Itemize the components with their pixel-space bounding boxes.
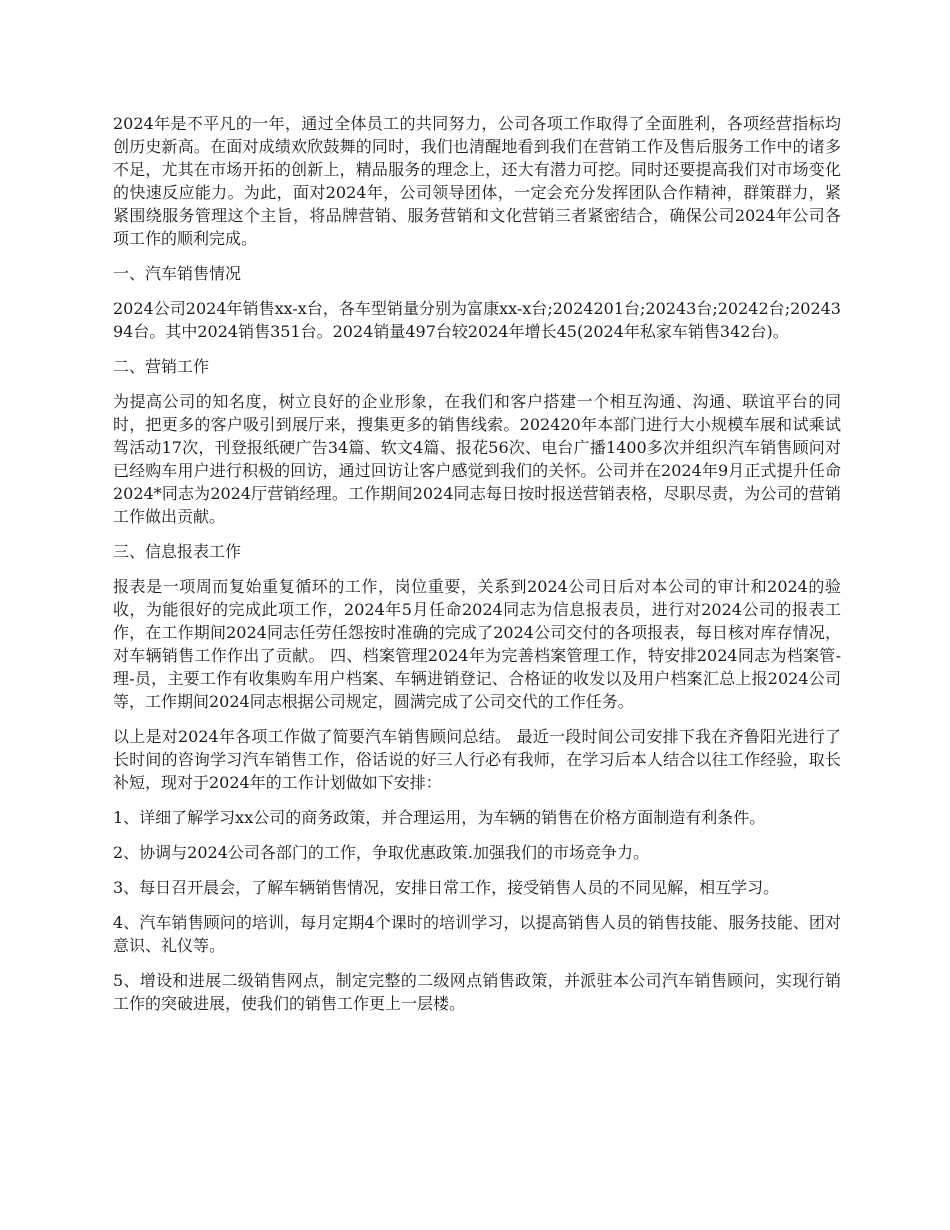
summary-paragraph: 以上是对2024年各项工作做了简要汽车销售顾问总结。 最近一段时间公司安排下我在齐鲁阳光进行了长时间的咨询学习汽车销售工作，俗话说的好三人行必有我师，在学习后本人结合以往工作经验，取长补短，现对于2024年的工作计划做如下安排：: [113, 727, 841, 792]
plan-item: 5、增设和进展二级销售网点，制定完整的二级网点销售政策，并派驻本公司汽车销售顾问，实现行销工作的突破进展，使我们的销售工作更上一层楼。: [113, 971, 841, 1013]
plan-item: 3、每日召开晨会，了解车辆销售情况，安排日常工作，接受销售人员的不同见解，相互学习。: [113, 878, 780, 897]
plan-item: 1、详细了解学习xx公司的商务政策，并合理运用，为车辆的销售在价格方面制造有利条件。: [113, 808, 766, 827]
section-heading-marketing: 二、营销工作: [113, 357, 210, 376]
intro-paragraph: 2024年是不平凡的一年，通过全体员工的共同努力，公司各项工作取得了全面胜利，各项经营指标均创历史新高。在面对成绩欢欣鼓舞的同时，我们也清醒地看到我们在营销工作及售后服务工作中的诸多不足，尤其在市场开拓的创新上，精品服务的理念上，还大有潜力可挖。同时还要提高我们对市场变化的快速反应能力。为此，面对2024年，公司领导团体，一定会充分发挥团队合作精神，群策群力，紧紧围绕服务管理这个主旨，将品牌营销、服务营销和文化营销三者紧密结合，确保公司2024年公司各项工作的顺利完成。: [113, 114, 841, 248]
document-body: [113, 112, 841, 1027]
sales-paragraph: 2024公司2024年销售xx-x台，各车型销量分别为富康xx-x台;2024201台;20243台;20242台;2024394台。其中2024销售351台。2024销量497台较2024年增长45(2024年私家车销售342台)。: [113, 299, 841, 341]
section-heading-sales: 一、汽车销售情况: [113, 264, 242, 283]
section-heading-reports: 三、信息报表工作: [113, 542, 242, 561]
reports-paragraph: 报表是一项周而复始重复循环的工作，岗位重要，关系到2024公司日后对本公司的审计和2024的验收，为能很好的完成此项工作，2024年5月任命2024同志为信息报表员，进行对2024公司的报表工作，在工作期间2024同志任劳任怨按时准确的完成了2024公司交付的各项报表，每日核对库存情况，对车辆销售工作作出了贡献。 四、档案管理2024年为完善档案管理工作，特安排2024同志为档案管-理-员，主要工作有收集购车用户档案、车辆进销登记、合格证的收发以及用户档案汇总上报2024公司等，工作期间2024同志根据公司规定，圆满完成了公司交代的工作任务。: [113, 577, 841, 711]
plan-item: 4、汽车销售顾问的培训，每月定期4个课时的培训学习，以提高销售人员的销售技能、服务技能、团对意识、礼仪等。: [113, 913, 841, 955]
plan-item: 2、协调与2024公司各部门的工作，争取优惠政策.加强我们的市场竞争力。: [113, 843, 649, 862]
marketing-paragraph: 为提高公司的知名度，树立良好的企业形象，在我们和客户搭建一个相互沟通、沟通、联谊平台的同时，把更多的客户吸引到展厅来，搜集更多的销售线索。202420年本部门进行大小规模车展和试乘试驾活动17次，刊登报纸硬广告34篇、软文4篇、报花56次、电台广播1400多次并组织汽车销售顾问对已经购车用户进行积极的回访，通过回访让客户感觉到我们的关怀。公司并在2024年9月正式提升任命2024*同志为2024厅营销经理。工作期间2024同志每日按时报送营销表格，尽职尽责，为公司的营销工作做出贡献。: [113, 392, 841, 526]
